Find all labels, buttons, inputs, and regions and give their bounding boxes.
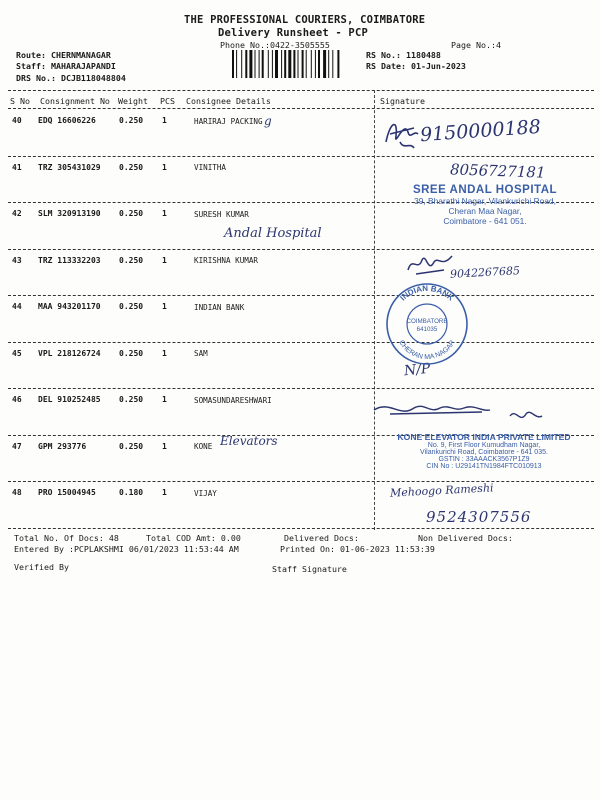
svg-text:INDIAN BANK (398, 284, 455, 303)
bank-stamp-branch: CHERAN MA NAGAR (397, 339, 457, 362)
hospital-stamp (380, 184, 590, 226)
route-label: Route: CHERNMANAGAR (16, 50, 111, 60)
row-weight: 0.250 (119, 162, 144, 172)
row-weight: 0.250 (119, 348, 144, 358)
row-consignee: INDIAN BANK (194, 302, 245, 312)
row-consignee: VIJAY (194, 488, 217, 498)
col-header-weight: Weight (118, 96, 148, 106)
row-consignee: KONE (194, 442, 213, 451)
row-weight: 0.250 (119, 116, 144, 125)
row-pcs: 1 (162, 441, 167, 451)
handwritten-phone-row40: 9150000188 (419, 115, 542, 147)
kone-stamp-line2: Vilankurichi Road, Coimbatore - 641 035. (420, 449, 548, 456)
row-weight: 0.250 (119, 395, 144, 404)
row-consignment-no: DEL 910252485 (38, 395, 101, 404)
row-weight: 0.180 (119, 488, 144, 497)
row-consignment-no: SLM 320913190 (38, 209, 101, 218)
hospital-stamp-name: SREE ANDAL HOSPITAL (412, 184, 558, 196)
col-header-consignee: Consignee Details (186, 96, 271, 106)
handwritten-row40-consignee: g (264, 114, 272, 128)
row-consignment-no: TRZ 113332203 (38, 255, 101, 265)
phone-number: Phone No.:0422-3505555 (220, 40, 330, 50)
row-separator (8, 156, 594, 157)
row-weight: 0.250 (119, 441, 144, 451)
row-weight: 0.250 (119, 209, 144, 218)
signature-scribble-row43 (404, 250, 456, 278)
header-bottom-rule (8, 108, 594, 109)
row-sno: 40 (12, 116, 22, 125)
row-consignee: VINITHA (194, 163, 227, 172)
entered-by: Entered By :PCPLAKSHMI 06/01/2023 11:53:44 AM (14, 544, 239, 554)
row-sno: 43 (12, 255, 22, 265)
delivered-docs: Delivered Docs: (284, 533, 359, 543)
bank-stamp-name: INDIAN BANK (398, 283, 456, 303)
row-separator (8, 249, 594, 250)
handwritten-name-row48: Mehoogo Rameshi (389, 481, 494, 500)
col-header-pcs: PCS (160, 96, 175, 106)
kone-stamp-line1: No. 9, First Floor Kumudham Nagar, (427, 442, 541, 449)
row-consignment-no: VPL 218126724 (38, 348, 101, 358)
row-consignment-no: TRZ 305431029 (38, 162, 101, 172)
handwritten-phone-row43: 9042267685 (449, 264, 521, 281)
row-separator (8, 342, 594, 343)
hospital-stamp-line2: Cheran Maa Nagar, (448, 206, 522, 216)
row-weight: 0.250 (119, 302, 144, 311)
hospital-stamp-line3: Coimbatore - 641 051. (443, 216, 527, 226)
row-consignment-no: EDQ 16606226 (38, 116, 96, 125)
table-top-rule (8, 90, 594, 91)
total-docs: Total No. Of Docs: 48 (14, 533, 119, 543)
row-pcs: 1 (162, 488, 167, 497)
row-separator (8, 481, 594, 482)
row-sno: 44 (12, 302, 22, 311)
row-pcs: 1 (162, 162, 167, 172)
row-separator (8, 388, 594, 389)
bank-stamp (384, 281, 470, 367)
drs-number: DRS No.: DCJB118048804 (16, 73, 126, 83)
row-consignment-no: GPM 293776 (38, 441, 87, 451)
col-header-sno: S No (10, 96, 30, 106)
row-pcs: 1 (162, 255, 167, 265)
row-consignee: SOMASUNDARESHWARI (194, 395, 272, 405)
row-consignee: SURESH KUMAR (194, 209, 249, 219)
row-consignee: SAM (194, 349, 208, 358)
row-consignment-no: PRO 15004945 (38, 488, 96, 497)
row-consignment-no: MAA 943201170 (38, 302, 101, 311)
row-pcs: 1 (162, 209, 167, 218)
bank-stamp-city: COIMBATORE (406, 318, 448, 325)
rs-date: RS Date: 01-Jun-2023 (366, 61, 466, 71)
col-header-signature: Signature (380, 96, 425, 106)
non-delivered-docs: Non Delivered Docs: (418, 533, 513, 543)
row-sno: 45 (12, 348, 22, 358)
row-pcs: 1 (162, 395, 167, 404)
barcode (232, 50, 360, 78)
page-number: Page No.:4 (451, 40, 501, 50)
row-separator (8, 295, 594, 296)
kone-stamp-line3: GSTIN : 33AAACK3567P1Z9 (438, 456, 530, 463)
row-separator (8, 528, 594, 529)
handwritten-note-row42: Andal Hospital (224, 226, 322, 241)
total-cod-amount: Total COD Amt: 0.00 (146, 533, 241, 543)
bank-stamp-pin: 641035 (416, 326, 438, 333)
row-sno: 48 (12, 488, 22, 497)
document-title: Delivery Runsheet - PCP (218, 27, 368, 39)
row-consignee: HARIRAJ PACKING (194, 116, 263, 126)
row-pcs: 1 (162, 116, 167, 125)
handwritten-phone-row48: 9524307556 (426, 508, 532, 526)
row-sno: 46 (12, 395, 22, 404)
staff-label: Staff: MAHARAJAPANDI (16, 61, 116, 71)
handwritten-note-row47: Elevators (220, 434, 278, 448)
staff-signature: Staff Signature (272, 564, 347, 574)
signature-scribble-row46 (370, 396, 560, 430)
company-name: THE PROFESSIONAL COURIERS, COIMBATORE (184, 14, 426, 26)
verified-by: Verified By (14, 562, 69, 572)
handwritten-phone-row41: 8056727181 (449, 160, 546, 182)
row-consignee: KIRISHNA KUMAR (194, 256, 259, 265)
row-sno: 47 (12, 441, 22, 451)
hospital-stamp-line1: 39, Bharathi Nagar, Vilankurichi Road, (414, 196, 556, 206)
row-weight: 0.250 (119, 255, 144, 265)
col-header-consignment: Consignment No (40, 96, 110, 106)
kone-stamp-name: KONE ELEVATOR INDIA PRIVATE LIMITED (397, 432, 571, 442)
row-sno: 42 (12, 209, 22, 218)
handwritten-note-row45: N/P (403, 360, 432, 380)
kone-stamp (384, 432, 584, 470)
row-pcs: 1 (162, 348, 167, 358)
rs-number: RS No.: 1180488 (366, 50, 441, 60)
row-sno: 41 (12, 162, 22, 172)
kone-stamp-line4: CIN No : U29141TN1984FTC010913 (426, 463, 542, 470)
row-pcs: 1 (162, 302, 167, 311)
printed-on: Printed On: 01-06-2023 11:53:39 (280, 544, 435, 554)
